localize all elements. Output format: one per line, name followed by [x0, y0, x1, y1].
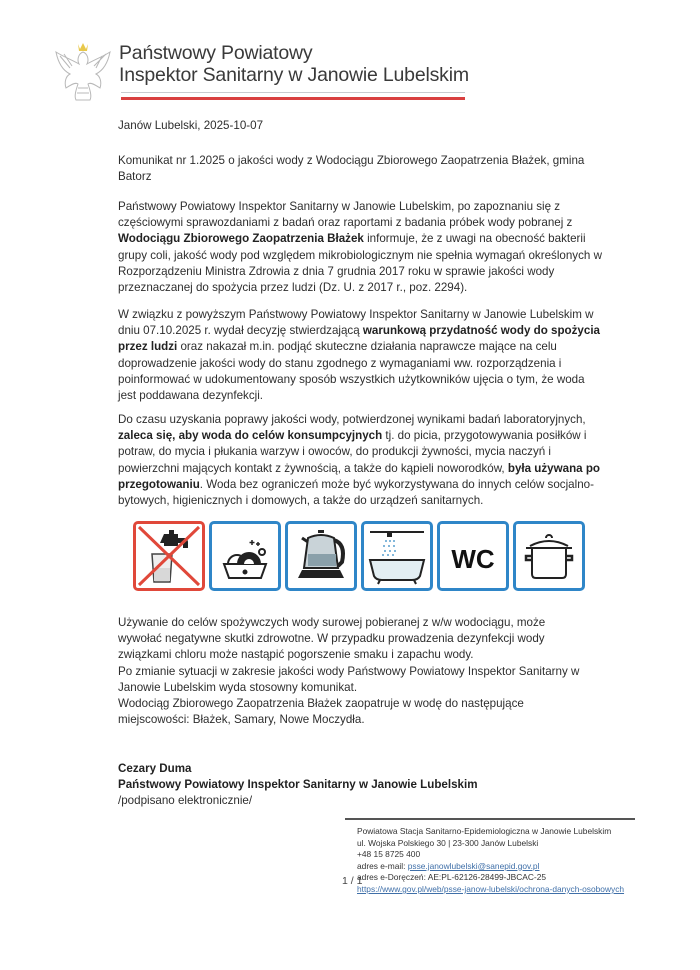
p3-text-c: . Woda bez ograniczeń może być wykorzystywana do innych celów socjalno-bytowych, higienicznych i domowych, a także do urządzeń sanitarnych. [118, 477, 594, 508]
footer-phone: +48 15 8725 400 [357, 849, 421, 860]
paragraph-3 [118, 412, 603, 509]
signature-note: /podpisano elektronicznie/ [118, 794, 253, 808]
signature-block [118, 761, 478, 810]
footer-institution: Powiatowa Stacja Sanitarno-Epidemiologiczna w Janowie Lubelskim [357, 826, 612, 836]
paragraph-4 [118, 615, 588, 728]
organization-title [119, 42, 469, 86]
no-tap-water-icon [133, 521, 205, 591]
p4-line-2: Po zmianie sytuacji w zakresie jakości wody Państwowy Powiatowy Inspektor Sanitarny w Janowie Lubelskim wyda stosowny komunikat. [118, 664, 580, 694]
footer-address: ul. Wojska Polskiego 30 | 23-300 Janów Lubelski [357, 837, 539, 848]
p2-text-b: oraz nakazał m.in. podjąć skuteczne działania naprawcze mające na celu doprowadzenie jakości wody do stanu zgodnego z wymaganiami ww. rozporządzenia i poinformować w udokumentowany sposób wszystkich użytkowników ujęcia o tym, że woda jest poddawana dezynfekcji. [118, 340, 585, 403]
footer-email-link[interactable]: psse.janowlubelski@sanepid.gov.pl [407, 860, 540, 871]
header-divider-gray [121, 92, 465, 93]
footer-contact [357, 826, 624, 896]
p4-line-3: Wodociąg Zbiorowego Zaopatrzenia Błażek zaopatruje w wodę do następujące miejscowości: Błażek, Samary, Nowe Moczydła. [118, 697, 524, 727]
p4-line-1: Używanie do celów spożywczych wody surowej pobieranej z w/w wodociągu, może wywołać negatywne skutki zdrowotne. W przypadku prowadzenia dezynfekcji wody związkami chloru może nastąpić pogorszenie smaku i zapachu wody. [118, 616, 546, 662]
dishes-icon [209, 521, 281, 591]
p1-text-b: informuje, że z uwagi na obecność bakterii grupy coli, jakość wody pod względem mikrobiologicznym nie spełnia wymagań określonych w Rozporządzeniu Ministra Zdrowia z dnia 7 grudnia 2017 roku w sprawie jakości wody przeznaczanej do spożycia przez ludzi (Dz. U. z 2017 r., poz. 2294). [118, 232, 602, 295]
cooking-pot-icon [513, 521, 585, 591]
paragraph-1 [118, 199, 603, 296]
footer-email-label: adres e-mail: [357, 860, 408, 871]
bathtub-shower-icon [361, 521, 433, 591]
kettle-icon [285, 521, 357, 591]
paragraph-2 [118, 307, 603, 404]
p3-text-a: Do czasu uzyskania poprawy jakości wody, potwierdzonej wynikami badań laboratoryjnych, [118, 413, 586, 426]
page-number: 1 / 1 [342, 875, 363, 887]
signatory-name: Cezary Duma [118, 762, 192, 775]
date-line: Janów Lubelski, 2025-10-07 [118, 119, 264, 132]
polish-eagle-emblem [52, 38, 114, 102]
p2-bold: warunkową przydatność wody do spożycia przez ludzi [118, 324, 600, 354]
wc-icon [437, 521, 509, 591]
footer-edoreczen: adres e-Doręczeń: AE:PL-62126-28499-JBCAC-25 [357, 872, 547, 883]
signatory-title: Państwowy Powiatowy Inspektor Sanitarny w Janowie Lubelskim [118, 778, 478, 792]
wc-label: WC [451, 544, 495, 574]
p1-bold: Wodociągu Zbiorowego Zaopatrzenia Błażek [118, 232, 364, 246]
p3-text-b: tj. do picia, przygotowywania posiłków i potraw, do mycia i płukania warzyw i owoców, do produkcji żywności, mycia naczyń i powierzchni mających kontakt z żywnością, a także do kąpieli noworodków, [118, 429, 587, 475]
p3-bold-1: zaleca się, aby woda do celów konsumpcyjnych [118, 429, 383, 443]
header-divider-red [121, 97, 465, 100]
org-title-line2: Inspektor Sanitarny w Janowie Lubelskim [119, 64, 469, 86]
p3-bold-2: była używana po przegotowaniu [118, 461, 601, 491]
p1-text-a: Państwowy Powiatowy Inspektor Sanitarny w Janowie Lubelskim, po zapoznaniu się z częściowymi sprawozdaniami z badań oraz raportami z badania próbek wody pobranej z [118, 200, 573, 230]
subject-line: Komunikat nr 1.2025 o jakości wody z Wodociągu Zbiorowego Zaopatrzenia Błażek, gmina Batorz [118, 154, 585, 184]
footer-privacy-link[interactable]: https://www.gov.pl/web/psse-janow-lubelski/ochrona-danych-osobowych [357, 883, 625, 894]
org-title-line1: Państwowy Powiatowy [119, 42, 313, 64]
footer-divider [345, 818, 635, 820]
p2-text-a: W związku z powyższym Państwowy Powiatowy Inspektor Sanitarny w Janowie Lubelskim w dniu 07.10.2025 r. wydał decyzję stwierdzającą [118, 308, 594, 338]
